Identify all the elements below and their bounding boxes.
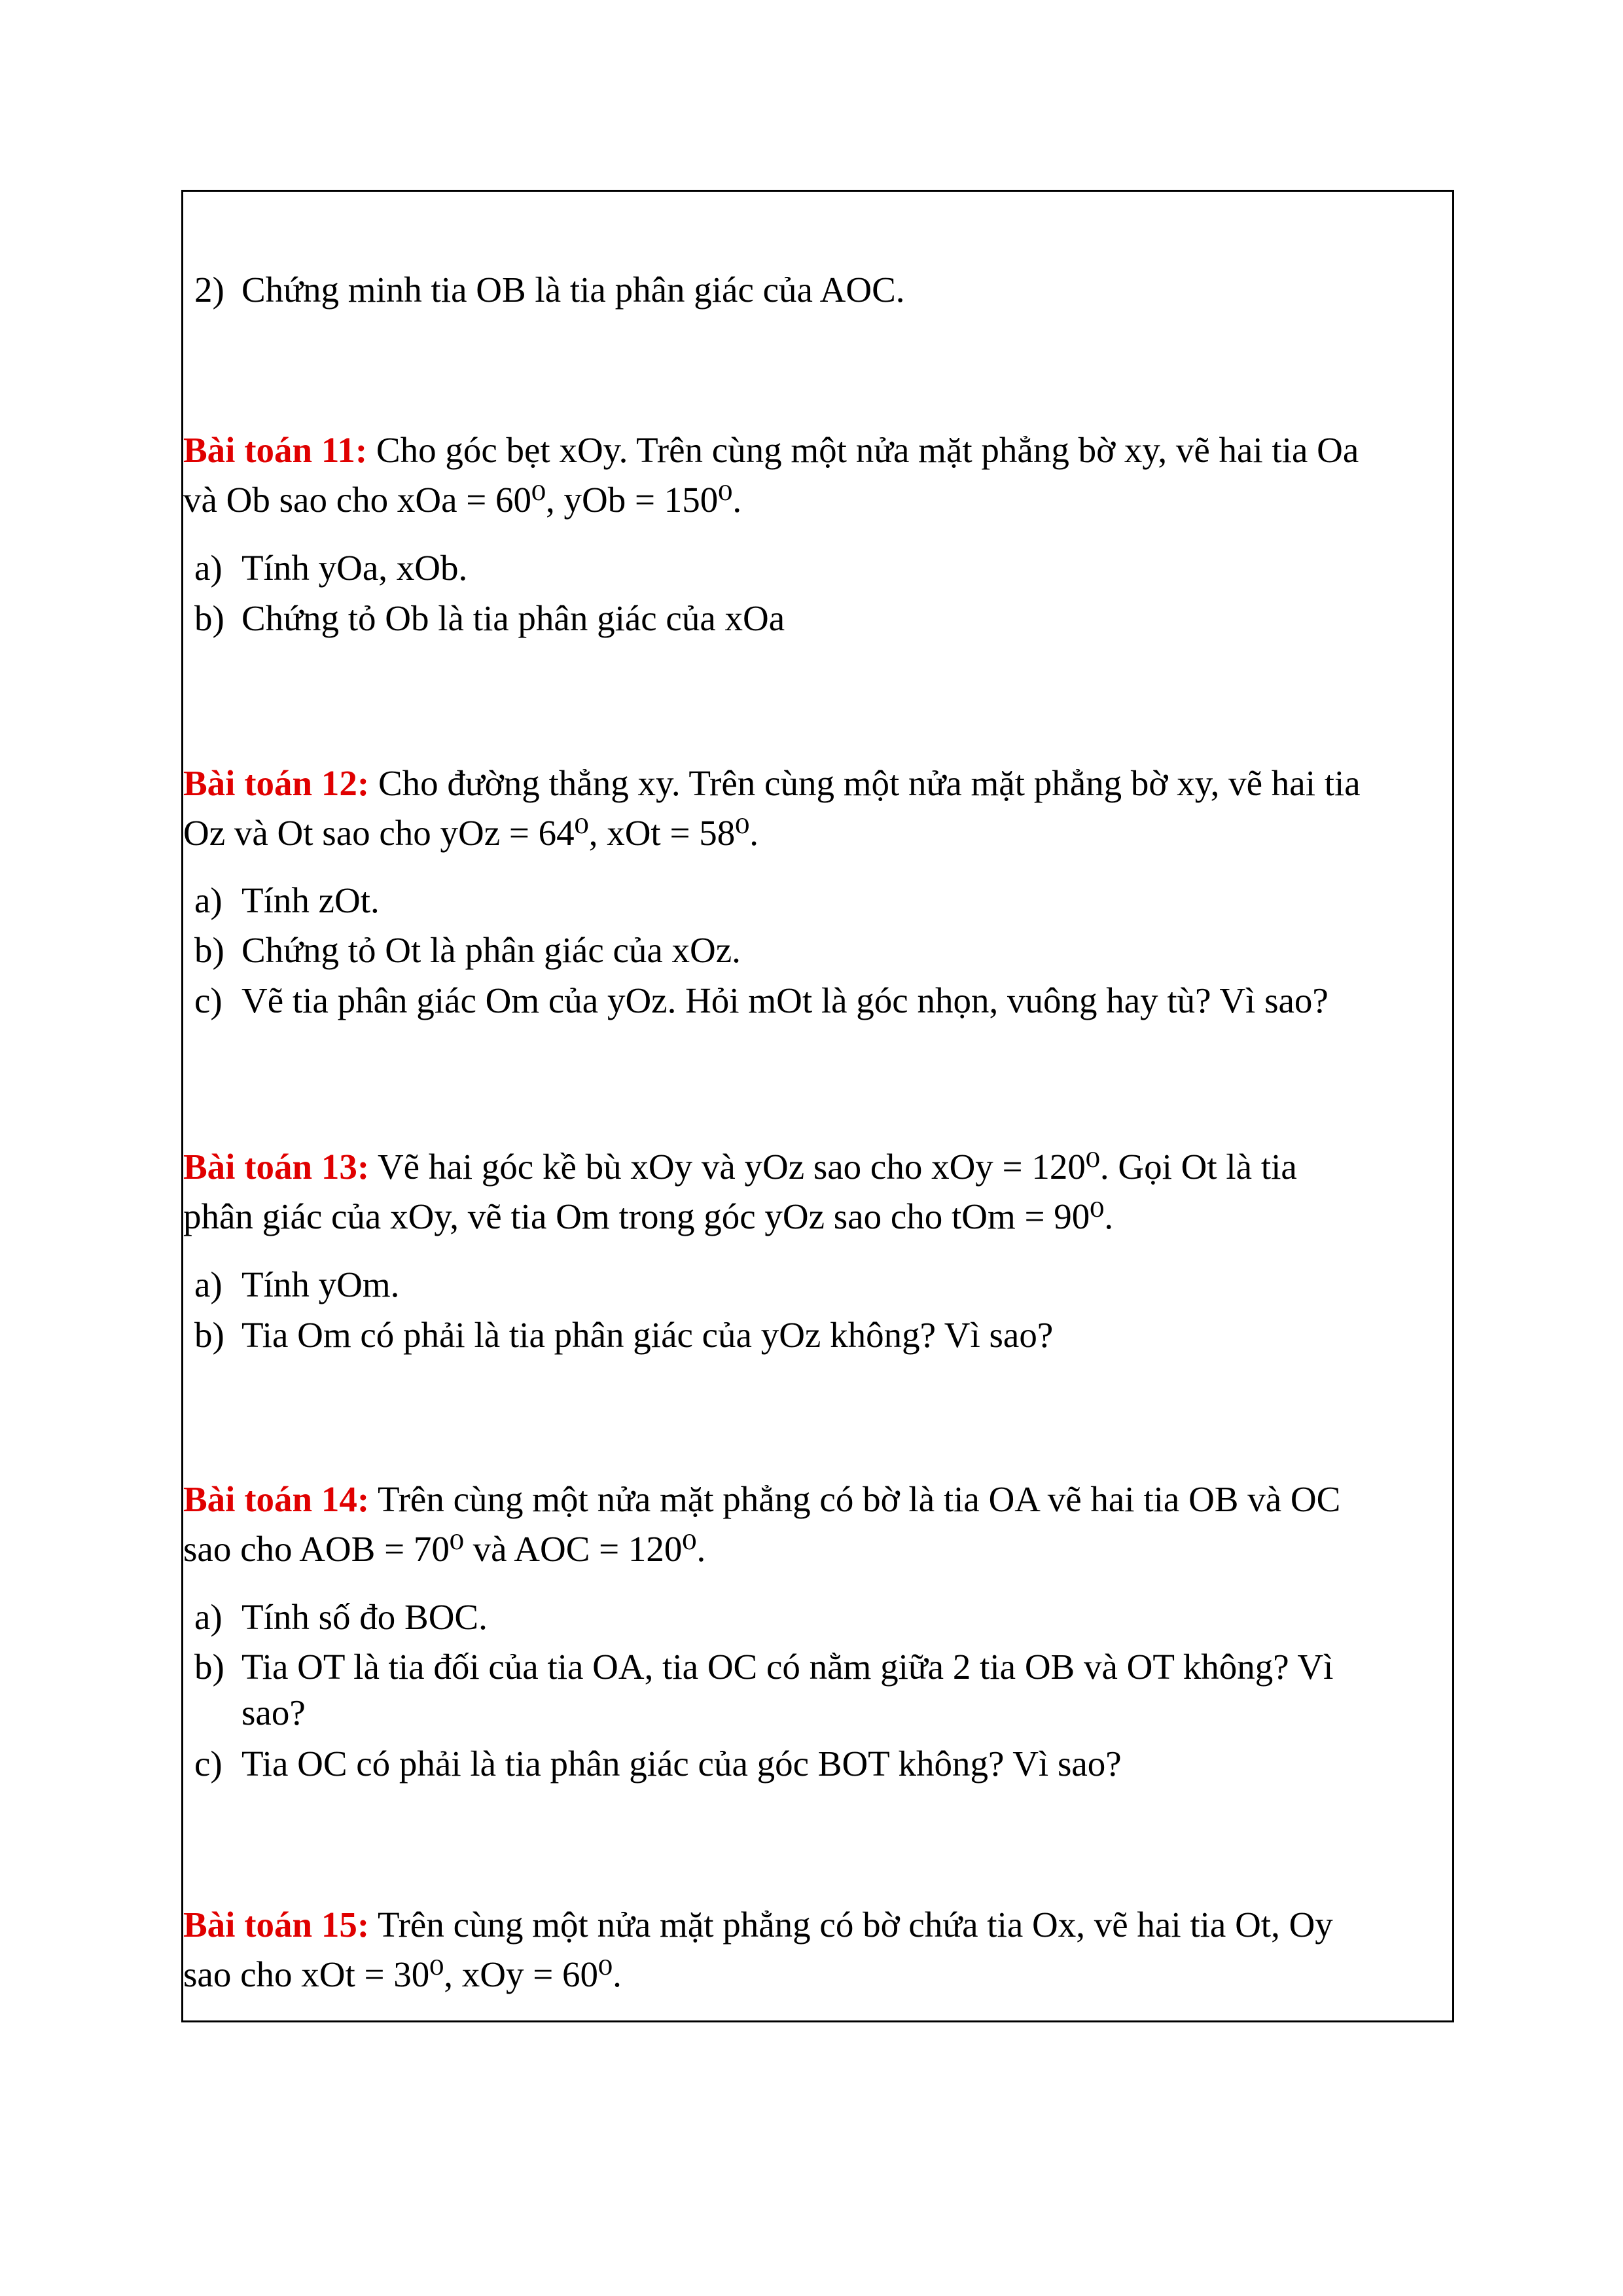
- problem-box: [181, 190, 1454, 2022]
- problem-14-text-1: Trên cùng một nửa mặt phẳng có bờ là tia OA vẽ hai tia OB và OC: [377, 1479, 1341, 1519]
- item-text: Tính zOt.: [241, 880, 380, 920]
- list-item: [194, 925, 741, 975]
- item-text: Chứng minh tia OB là tia phân giác của AOC.: [241, 270, 905, 310]
- problem-13-line-1: [183, 1142, 1297, 1192]
- item-text: Tính yOa, xOb.: [241, 548, 468, 588]
- item-label: b): [194, 1315, 224, 1355]
- item-label: a): [194, 548, 223, 588]
- problem-11-text-1: Cho góc bẹt xOy. Trên cùng một nửa mặt phẳng bờ xy, vẽ hai tia Oa: [376, 430, 1359, 470]
- item-text: Tính số đo BOC.: [241, 1597, 488, 1637]
- problem-12-text-1: Cho đường thẳng xy. Trên cùng một nửa mặt phẳng bờ xy, vẽ hai tia: [378, 763, 1361, 803]
- problem-11-line-2: và Ob sao cho xOa = 60⁰, yOb = 150⁰.: [183, 480, 742, 520]
- item-label: 2): [194, 270, 224, 310]
- item-text: Chứng tỏ Ot là phân giác của xOz.: [241, 930, 741, 970]
- item-label: b): [194, 930, 224, 970]
- problem-13-title: Bài toán 13:: [183, 1147, 370, 1187]
- item-text: Tính yOm.: [241, 1265, 400, 1304]
- item-label: b): [194, 598, 224, 638]
- problem-14-line-2: sao cho AOB = 70⁰ và AOC = 120⁰.: [183, 1529, 706, 1569]
- list-item: [194, 594, 785, 643]
- list-item: [194, 1260, 399, 1310]
- problem-12-title: Bài toán 12:: [183, 763, 370, 803]
- list-item: [194, 1739, 1122, 1789]
- list-item: [194, 1592, 488, 1642]
- problem-14-title: Bài toán 14:: [183, 1479, 370, 1519]
- item-text: Tia OC có phải là tia phân giác của góc BOT không? Vì sao?: [241, 1744, 1122, 1784]
- item-text: Tia Om có phải là tia phân giác của yOz không? Vì sao?: [241, 1315, 1054, 1355]
- item-label: a): [194, 1597, 223, 1637]
- problem-12-line-2: Oz và Ot sao cho yOz = 64⁰, xOt = 58⁰.: [183, 813, 759, 853]
- item-text: Chứng tỏ Ob là tia phân giác của xOa: [241, 598, 785, 638]
- problem-12-line-1: [183, 759, 1361, 808]
- item-text: Vẽ tia phân giác Om của yOz. Hỏi mOt là góc nhọn, vuông hay tù? Vì sao?: [241, 980, 1329, 1020]
- problem-13-line-2: phân giác của xOy, vẽ tia Om trong góc yOz sao cho tOm = 90⁰.: [183, 1196, 1114, 1236]
- list-item-continuation: sao?: [241, 1693, 306, 1732]
- problem-13-text-1: Vẽ hai góc kề bù xOy và yOz sao cho xOy = 120⁰. Gọi Ot là tia: [377, 1147, 1297, 1187]
- problem-15-title: Bài toán 15:: [183, 1905, 370, 1945]
- item-label: c): [194, 1744, 223, 1784]
- problem-11-line-1: [183, 425, 1359, 475]
- item-label: a): [194, 1265, 223, 1304]
- list-item: [194, 1310, 1053, 1360]
- problem-14-line-1: [183, 1475, 1340, 1524]
- problem-15-line-2: sao cho xOt = 30⁰, xOy = 60⁰.: [183, 1954, 622, 1994]
- item-text: Tia OT là tia đối của tia OA, tia OC có nằm giữa 2 tia OB và OT không? Vì: [241, 1647, 1334, 1687]
- list-item: [194, 1642, 1333, 1692]
- problem-11-title: Bài toán 11:: [183, 430, 368, 470]
- problem-15-text-1: Trên cùng một nửa mặt phẳng có bờ chứa tia Ox, vẽ hai tia Ot, Oy: [377, 1905, 1333, 1945]
- list-item: [194, 976, 1329, 1026]
- list-item: [194, 543, 467, 593]
- item-label: b): [194, 1647, 224, 1687]
- list-item: [194, 265, 905, 315]
- list-item: [194, 876, 380, 925]
- item-label: c): [194, 980, 223, 1020]
- problem-15-line-1: [183, 1900, 1333, 1950]
- item-label: a): [194, 880, 223, 920]
